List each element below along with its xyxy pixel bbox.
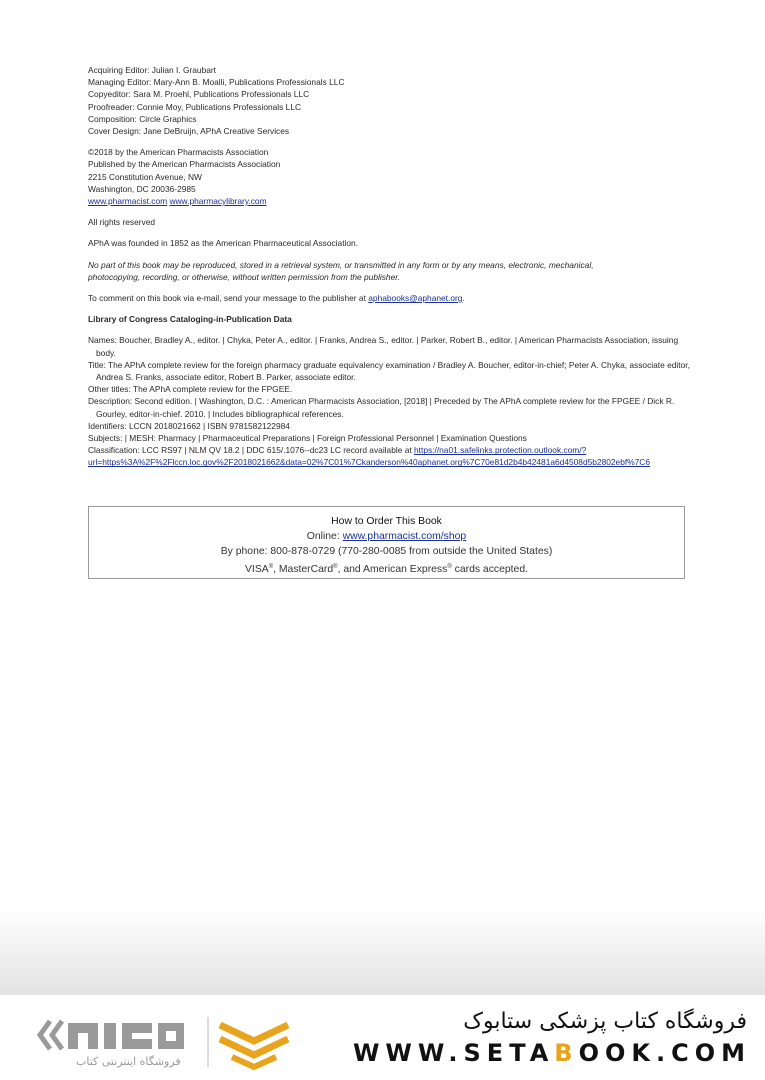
setabook-logo	[36, 1011, 296, 1073]
reproduction-notice	[88, 259, 700, 283]
copyright-content	[88, 64, 700, 469]
order-online	[89, 529, 684, 544]
bottom-shadow	[0, 905, 765, 997]
shop-link[interactable]: www.pharmacist.com/shop	[342, 531, 467, 543]
founded-statement: APhA was founded in 1852 as the American Pharmaceutical Association.	[88, 238, 359, 249]
url-highlight: B	[554, 1039, 579, 1067]
setabook-logo-icon	[36, 1011, 296, 1073]
order-cards	[89, 560, 684, 577]
cip-identifiers: Identifiers: LCCN 2018021662 | ISBN 9781582122984	[88, 420, 290, 431]
cip-title: Title: The APhA complete review for the foreign pharmacy graduate equivalency examination / Bradley A. Boucher, editor-in-chief; Peter A. Chyka, associate editor, Andrea S. Franks, associate editor, Robert B. Parker, associate editor.	[88, 359, 690, 383]
logo-tagline: فروشگاه اینترنتی کتاب	[76, 1055, 181, 1068]
cip-subjects: Subjects: | MESH: Pharmacy | Pharmaceutical Preparations | Foreign Professional Personnel | Examination Questions	[88, 433, 527, 444]
online-label: Online:	[306, 531, 343, 543]
order-info-box	[88, 506, 685, 579]
lccn-link-part1[interactable]: https://na01.safelinks.protection.outlook.com/?	[414, 445, 587, 456]
notice-line: photocopying, recording, or otherwise, without written permission from the publisher.	[88, 271, 401, 282]
credit-line: Composition: Circle Graphics	[88, 113, 197, 124]
cip-block	[88, 334, 700, 468]
cards-end: cards accepted.	[451, 563, 528, 575]
address-line: 2215 Constitution Avenue, NW	[88, 171, 202, 182]
comment-email-link[interactable]: aphabooks@aphanet.org	[368, 293, 463, 304]
credit-line: Managing Editor: Mary-Ann B. Moalli, Publications Professionals LLC	[88, 77, 345, 88]
setabook-footer	[0, 995, 765, 1080]
order-phone: By phone: 800-878-0729 (770-280-0085 from outside the United States)	[220, 546, 553, 558]
rights-statement: All rights reserved	[88, 217, 156, 228]
credit-line: Proofreader: Connie Moy, Publications Professionals LLC	[88, 101, 302, 112]
reg-mark: ®	[333, 563, 338, 570]
lccn-link-part2-line	[88, 456, 700, 468]
pharmacylibrary-link[interactable]: www.pharmacylibrary.com	[169, 196, 267, 207]
pharmacist-link[interactable]: www.pharmacist.com	[88, 196, 168, 207]
credit-line: Cover Design: Jane DeBruijn, APhA Creative Services	[88, 126, 290, 137]
cip-description: Description: Second edition. | Washington, D.C. : American Pharmacists Association, [2018] | Preceded by The APhA complete review for the FPGEE / Dick R. Gourley, editor-in-chief. 2010. | Includes bibliographical references.	[88, 396, 675, 419]
credits-block	[88, 64, 700, 137]
cip-other-titles: Other titles: The APhA complete review for the FPGEE.	[88, 384, 293, 395]
comment-end: .	[462, 293, 465, 304]
mastercard-text: , MasterCard	[273, 563, 334, 575]
published-by: Published by the American Pharmacists Association	[88, 159, 281, 170]
store-url[interactable]	[353, 1039, 751, 1067]
store-name: فروشگاه کتاب پزشکی ستابوک	[463, 1009, 747, 1034]
address-line: Washington, DC 20036-2985	[88, 183, 196, 194]
cip-names: Names: Boucher, Bradley A., editor. | Chyka, Peter A., editor. | Franks, Andrea S., editor. | Parker, Robert B., editor. | American Pharmacists Association, issuing body.	[88, 335, 679, 358]
reg-mark: ®	[268, 563, 274, 570]
cip-classification	[88, 444, 700, 456]
credit-line: Acquiring Editor: Julian I. Graubart	[88, 65, 217, 75]
publisher-links	[88, 195, 700, 207]
visa-text: VISA	[245, 563, 269, 575]
comment-text: To comment on this book via e-mail, send your message to the publisher at	[88, 293, 369, 304]
url-part: WWW.SETA	[352, 1039, 555, 1067]
amex-text: , and American Express	[337, 563, 448, 575]
url-part: OOK.COM	[578, 1039, 751, 1067]
reg-mark: ®	[447, 563, 452, 570]
comment-line	[88, 292, 700, 304]
cip-heading: Library of Congress Cataloging-in-Publication Data	[88, 314, 292, 325]
notice-line: No part of this book may be reproduced, stored in a retrieval system, or transmitted in any form or by any means, electronic, mechanical,	[88, 259, 594, 270]
credit-line: Copyeditor: Sara M. Proehl, Publications Professionals LLC	[88, 89, 310, 100]
publisher-block	[88, 146, 700, 207]
order-title: How to Order This Book	[331, 516, 442, 527]
classification-text: Classification: LCC RS97 | NLM QV 18.2 | DDC 615/.1076--dc23 LC record available at	[88, 445, 415, 456]
copyright-line: ©2018 by the American Pharmacists Association	[88, 147, 269, 158]
lccn-link-part2[interactable]: url=https%3A%2F%2Flccn.loc.gov%2F2018021662&data=02%7C01%7Ckanderson%40aphanet.org%7C70e81d2b4b42481a6d4508d5b2802ebf%7C6	[88, 457, 651, 468]
